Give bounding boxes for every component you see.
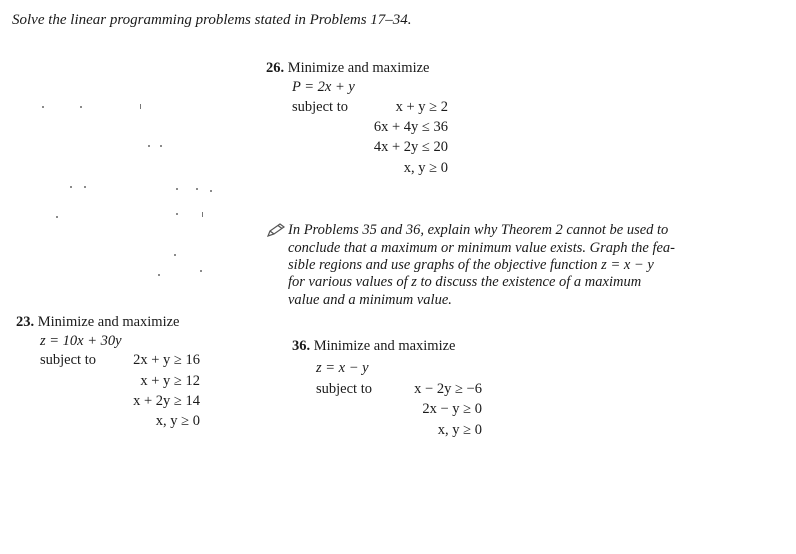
problem-23-subject-to: subject to (40, 352, 96, 368)
problem-26-constraint-2: 6x + 4y ≤ 36 (373, 119, 448, 135)
problem-26-heading (266, 60, 430, 77)
problem-23-heading (16, 314, 180, 331)
problem-26-constraint-4: x, y ≥ 0 (403, 160, 448, 176)
problem-36-constraint-3: x, y ≥ 0 (437, 422, 482, 438)
problem-26-constraint-1: x + y ≥ 2 (395, 99, 448, 115)
problem-36-constraint-2: 2x − y ≥ 0 (422, 401, 482, 417)
problem-36-objective: z = x − y (316, 360, 369, 376)
problem-26-subject-to: subject to (292, 99, 348, 115)
problem-26-instruction: Minimize and maximize (287, 60, 430, 76)
note-line-5: value and a minimum value. (288, 292, 452, 308)
problem-26-constraint-3: 4x + 2y ≤ 20 (373, 139, 448, 155)
note-line-3: sible regions and use graphs of the objective function z = x − y (288, 257, 654, 273)
problem-23-constraint-2: x + y ≥ 12 (140, 373, 200, 389)
problem-23-constraint-1: 2x + y ≥ 16 (133, 352, 200, 368)
problem-36-heading (292, 338, 456, 355)
note-line-4: for various values of z to discuss the existence of a maximum (288, 274, 642, 290)
problem-26-objective: P = 2x + y (292, 79, 355, 95)
note-line-1: In Problems 35 and 36, explain why Theorem 2 cannot be used to (288, 222, 669, 238)
problem-23-constraint-4: x, y ≥ 0 (155, 413, 200, 429)
problem-36-instruction: Minimize and maximize (313, 338, 456, 354)
problem-36-subject-to: subject to (316, 381, 372, 397)
problem-36-number: 36. (292, 338, 311, 354)
problem-23-constraint-3: x + 2y ≥ 14 (133, 393, 200, 409)
problem-23-instruction: Minimize and maximize (37, 314, 180, 330)
problem-23-number: 23. (16, 314, 35, 330)
note-line-2: conclude that a maximum or minimum value exists. Graph the fea- (288, 240, 675, 256)
pencil-icon (266, 222, 286, 238)
problem-36-constraint-1: x − 2y ≥ −6 (414, 381, 482, 397)
problem-23-objective: z = 10x + 30y (40, 333, 122, 349)
problem-26-number: 26. (266, 60, 285, 76)
intro-text: Solve the linear programming problems stated in Problems 17–34. (12, 12, 412, 28)
